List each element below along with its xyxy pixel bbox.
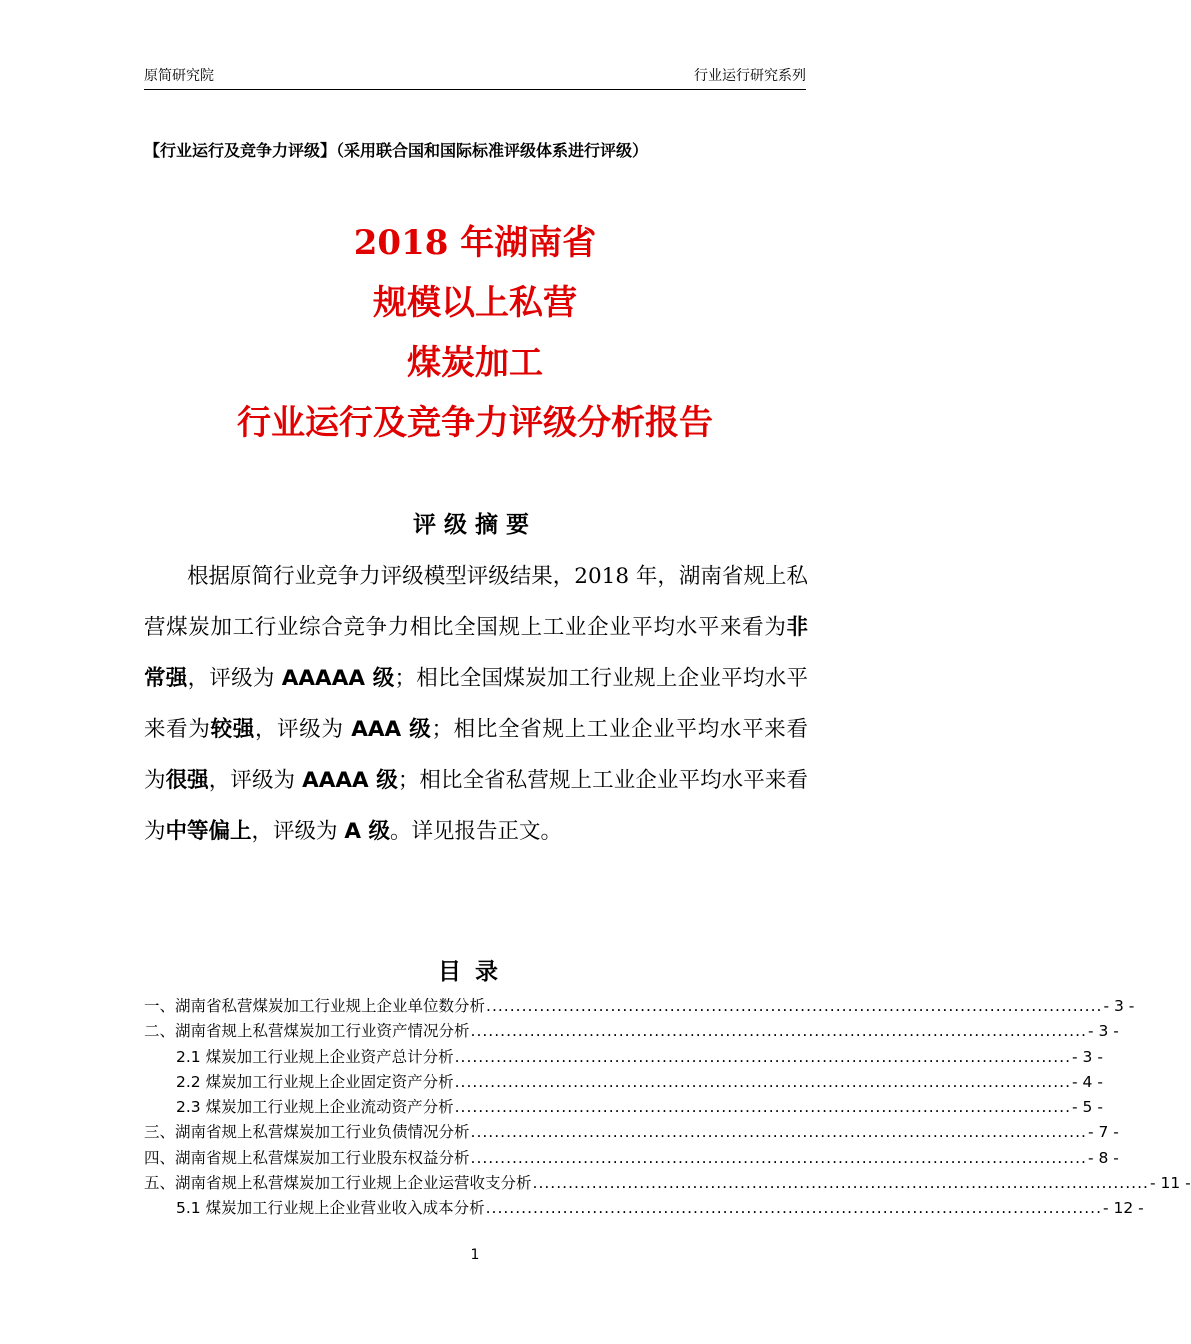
title-line: 煤炭加工 (407, 343, 543, 383)
abstract-text: ，评级为 (208, 768, 303, 793)
toc-entry-title: 五、湖南省规上私营煤炭加工行业规上企业运营收支分析 (144, 1174, 532, 1193)
toc-entry[interactable] (144, 1120, 1119, 1145)
page-header (144, 64, 806, 90)
page-number: 1 (470, 1247, 480, 1263)
toc-entry-title: 一、湖南省私营煤炭加工行业规上企业单位数分析 (144, 997, 486, 1015)
rating-strength: 非常强 (144, 615, 808, 691)
toc-entry-title: 5.1 煤炭加工行业规上企业营业收入成本分析 (176, 1199, 485, 1218)
toc-entry-page: - 11 - (1149, 1174, 1191, 1193)
abstract-text: ；相比全省私营规上工业企业平均水平来看为 (144, 768, 808, 844)
toc-entry-title: 四、湖南省规上私营煤炭加工行业股东权益分析 (144, 1148, 470, 1167)
toc-entry-title: 三、湖南省规上私营煤炭加工行业负债情况分析 (144, 1123, 470, 1142)
toc-leader-dots: ........................................................................................................ (485, 1199, 1103, 1218)
toc-leader-dots: ........................................................................................................ (532, 1174, 1149, 1193)
header-left: 原简研究院 (144, 68, 214, 84)
abstract-paragraph (144, 551, 808, 857)
toc-entry-title: 2.1 煤炭加工行业规上企业资产总计分析 (176, 1047, 454, 1066)
toc-entry-title: 2.2 煤炭加工行业规上企业固定资产分析 (176, 1072, 454, 1091)
toc-entry-title: 2.3 煤炭加工行业规上企业流动资产分析 (176, 1098, 454, 1117)
rating-grade: AAA 级 (351, 717, 432, 742)
abstract-text: 。详见报告正文。 (390, 819, 563, 844)
toc-entry-page: - 5 - (1072, 1098, 1103, 1117)
table-of-contents (144, 994, 1191, 1222)
rating-grade: AAAA 级 (302, 768, 398, 793)
report-subtitle: 【行业运行及竞争力评级】（采用联合国和国际标准评级体系进行评级） (144, 141, 649, 160)
toc-entry[interactable] (144, 1095, 1103, 1120)
toc-leader-dots: ........................................................................................................ (470, 1148, 1087, 1167)
toc-entry[interactable] (144, 1045, 1103, 1070)
title-line: 行业运行及竞争力评级分析报告 (237, 403, 713, 443)
toc-entry-page: - 12 - (1103, 1199, 1144, 1218)
toc-leader-dots: ........................................................................................................ (470, 1022, 1087, 1041)
rating-strength: 中等偏上 (165, 819, 252, 844)
toc-entry[interactable] (144, 994, 1135, 1019)
toc-entry-page: - 3 - (1087, 1022, 1119, 1041)
abstract-text: ，评级为 (251, 819, 345, 844)
toc-heading: 目录 (438, 959, 512, 985)
toc-entry-page: - 3 - (1072, 1047, 1103, 1066)
toc-entry-title: 二、湖南省规上私营煤炭加工行业资产情况分析 (144, 1022, 470, 1041)
toc-leader-dots: ........................................................................................................ (470, 1123, 1087, 1142)
toc-entry[interactable] (144, 1171, 1191, 1196)
toc-entry-page: - 3 - (1103, 997, 1135, 1015)
rating-grade: A 级 (344, 819, 390, 844)
rating-strength: 很强 (165, 768, 209, 793)
abstract-text: ，评级为 (254, 717, 352, 742)
toc-leader-dots: ........................................................................................................ (454, 1047, 1072, 1066)
toc-entry-page: - 4 - (1072, 1072, 1103, 1091)
header-right: 行业运行研究系列 (694, 68, 806, 84)
abstract-text: 根据原简行业竞争力评级模型评级结果，2018 年，湖南省规上私营煤炭加工行业综合竞争力相比全国规上工业企业平均水平来看为 (144, 564, 808, 640)
abstract-text: ；相比全国煤炭加工行业规上企业平均水平来看为 (144, 666, 808, 742)
toc-entry[interactable] (144, 1146, 1119, 1171)
toc-leader-dots: ........................................................................................................ (486, 997, 1103, 1015)
title-line: 2018 年湖南省 (353, 223, 597, 263)
rating-grade: AAAAA 级 (281, 666, 395, 691)
toc-leader-dots: ........................................................................................................ (454, 1098, 1072, 1117)
rating-strength: 较强 (210, 717, 255, 742)
report-title (0, 213, 950, 453)
toc-entry[interactable] (144, 1070, 1103, 1095)
toc-entry-page: - 7 - (1087, 1123, 1119, 1142)
toc-entry[interactable] (144, 1196, 1144, 1221)
abstract-heading: 评级摘要 (413, 512, 537, 538)
toc-entry[interactable] (144, 1019, 1119, 1044)
abstract-text: ；相比全省规上工业企业平均水平来看为 (144, 717, 808, 793)
toc-leader-dots: ........................................................................................................ (454, 1072, 1072, 1091)
toc-entry-page: - 8 - (1087, 1148, 1119, 1167)
title-line: 规模以上私营 (373, 283, 577, 323)
abstract-text: ，评级为 (187, 666, 282, 691)
